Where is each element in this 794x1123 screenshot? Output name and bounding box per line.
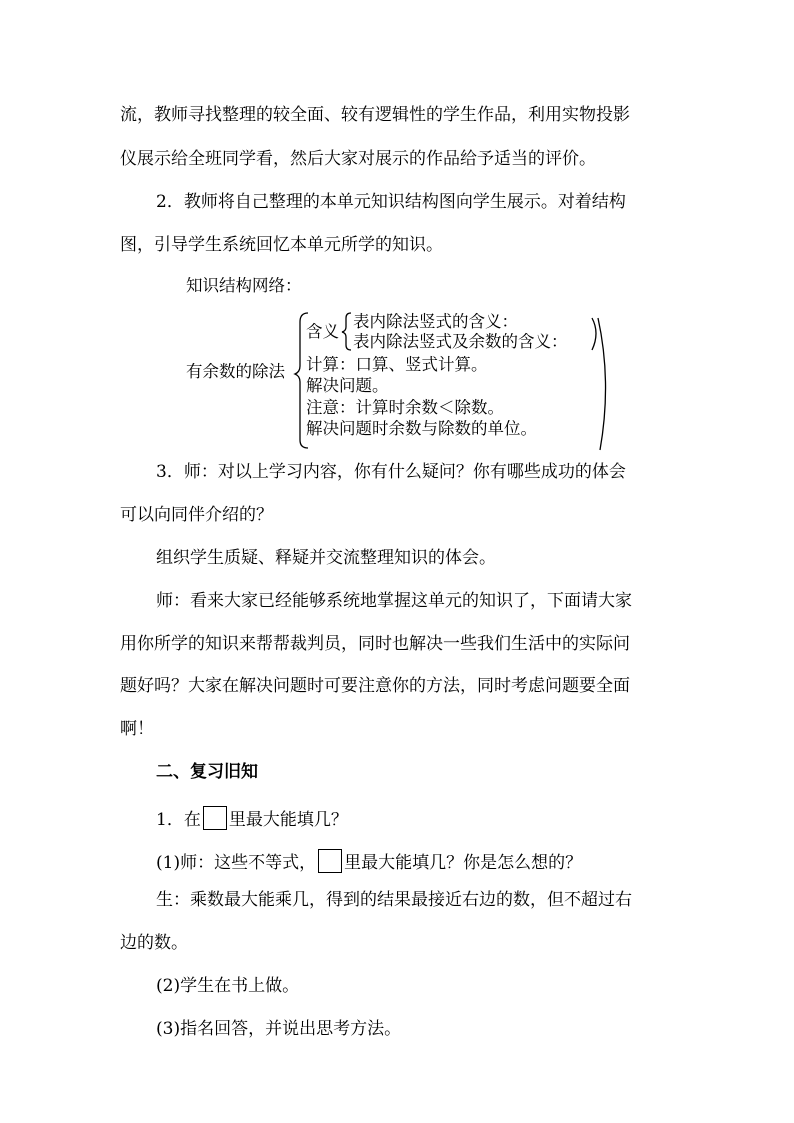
paragraph-line: 流，教师寻找整理的较全面、较有逻辑性的学生作品，利用实物投影	[120, 105, 630, 125]
question-prefix: 1．在	[156, 810, 201, 830]
diagram-root: 有余数的除法	[186, 362, 285, 381]
paragraph-line: 组织学生质疑、释疑并交流整理知识的体会。	[156, 548, 496, 568]
question-suffix: 里最大能填几？	[228, 810, 348, 830]
paragraph-line: 2．教师将自己整理的本单元知识结构图向学生展示。对着结构	[156, 192, 626, 212]
paragraph-line: 图，引导学生系统回忆本单元所学的知识。	[120, 235, 443, 255]
paragraph-line: (2)学生在书上做。	[156, 976, 300, 996]
diagram-item: 解决问题。	[306, 376, 389, 395]
inner-brace-icon	[342, 313, 351, 350]
question-line	[156, 806, 348, 830]
diagram-meaning-label: 含义	[306, 322, 339, 341]
diagram-meaning-item: 表内除法竖式及余数的含义：	[353, 332, 568, 351]
diagram-meaning-item: 表内除法竖式的含义：	[353, 312, 518, 331]
paragraph-line: 用你所学的知识来帮帮裁判员，同时也解决一些我们生活中的实际问	[120, 634, 630, 654]
question-suffix: 里最大能填几？你是怎么想的？	[344, 853, 583, 873]
section-heading: 二、复习旧知	[156, 762, 258, 782]
diagram-caption: 知识结构网络：	[186, 276, 302, 295]
paragraph-line: 边的数。	[120, 933, 188, 953]
diagram-item: 注意：计算时余数＜除数。	[306, 398, 504, 417]
diagram-brackets	[0, 0, 794, 460]
right-paren-icon	[598, 318, 606, 450]
paragraph-line: 3．师：对以上学习内容，你有什么疑问？你有哪些成功的体会	[156, 462, 626, 482]
paragraph-line: 师：看来大家已经能够系统地掌握这单元的知识了，下面请大家	[156, 591, 632, 611]
paragraph-line: 啊！	[120, 719, 154, 739]
left-brace-icon	[295, 313, 308, 448]
paragraph-line: 仪展示给全班同学看，然后大家对展示的作品给予适当的评价。	[120, 149, 596, 169]
question-prefix: (1)师：这些不等式，	[156, 853, 317, 873]
question-line	[156, 849, 582, 873]
diagram-item: 解决问题时余数与除数的单位。	[306, 419, 537, 438]
knowledge-structure-diagram	[0, 0, 794, 460]
diagram-item: 计算：口算、竖式计算。	[306, 355, 488, 374]
blank-box-icon	[318, 849, 342, 873]
paragraph-line: (3)指名回答，并说出思考方法。	[156, 1019, 402, 1039]
paragraph-line: 可以向同伴介绍的？	[120, 505, 273, 525]
paragraph-line: 题好吗？大家在解决问题时可要注意你的方法，同时考虑问题要全面	[120, 676, 630, 696]
blank-box-icon	[203, 806, 227, 830]
inner-right-paren-icon	[592, 318, 596, 350]
paragraph-line: 生：乘数最大能乘几，得到的结果最接近右边的数，但不超过右	[156, 890, 632, 910]
